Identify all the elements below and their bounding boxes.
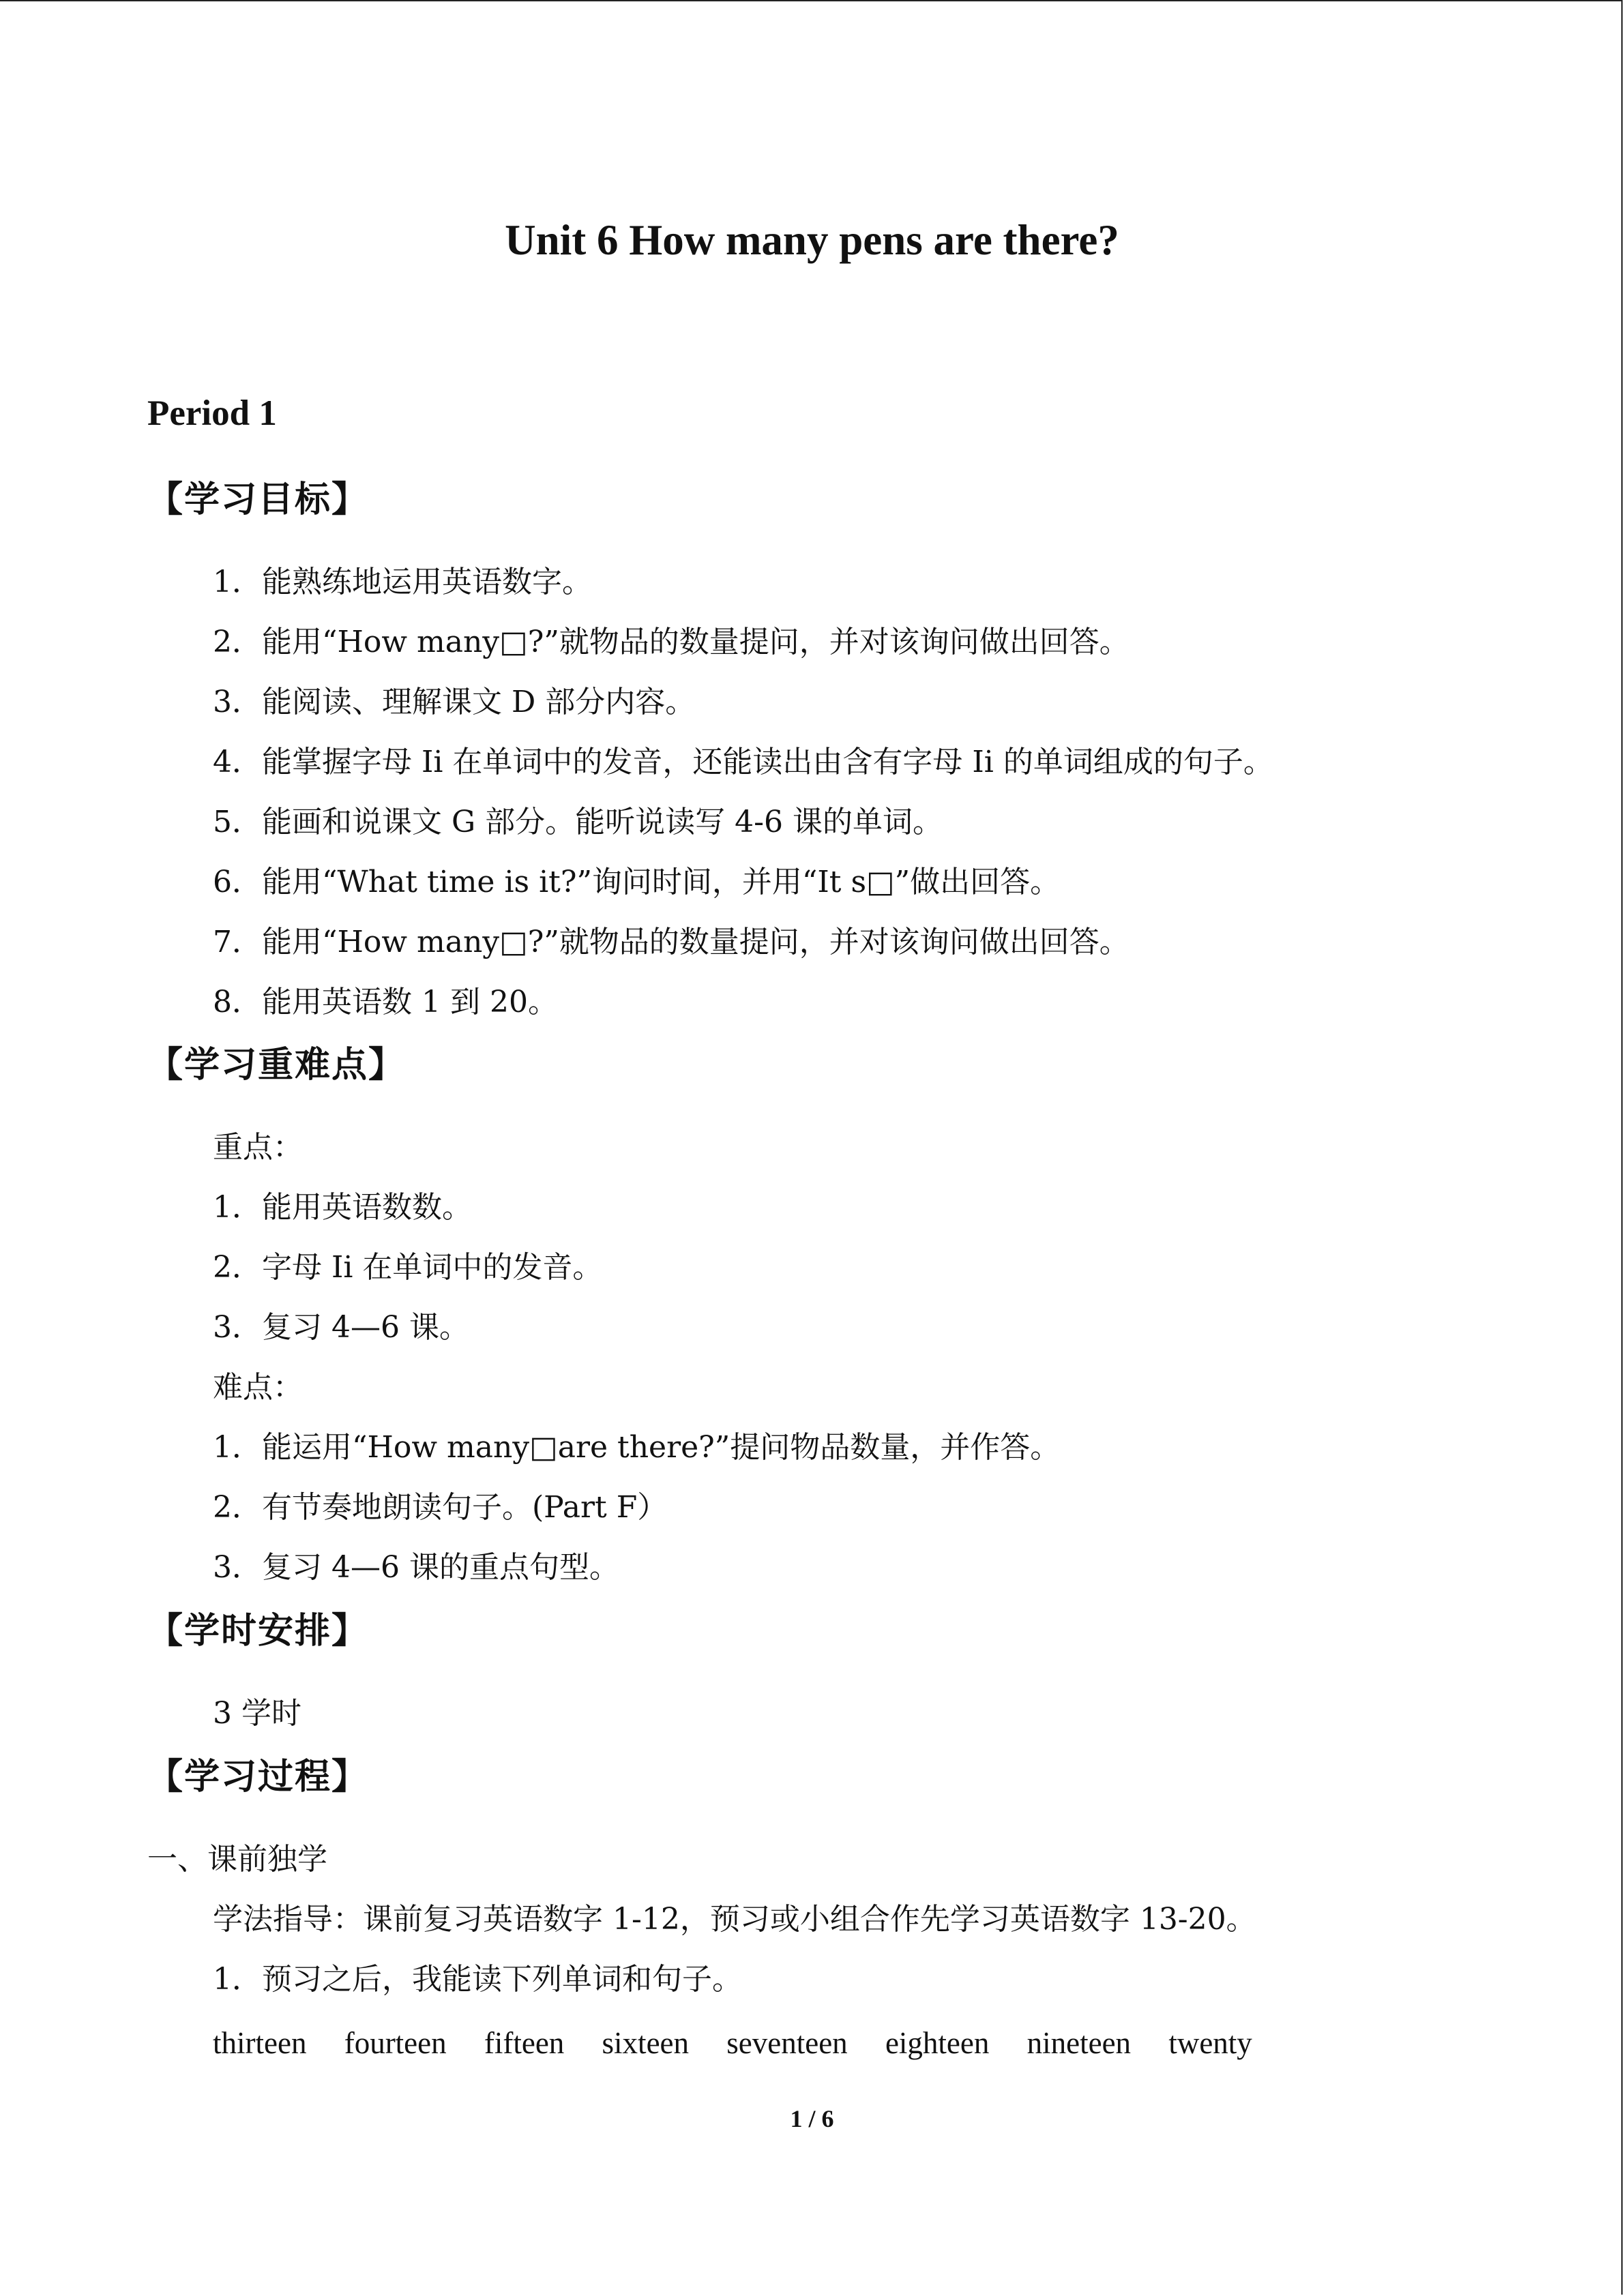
goal-item (213, 861, 1060, 904)
difficulty-item (213, 1426, 1060, 1470)
item-number: 1． (213, 1190, 262, 1225)
item-number: 2． (213, 1250, 262, 1285)
item-number: 2． (213, 625, 262, 659)
item-number: 3． (213, 685, 262, 719)
number-word: seventeen (726, 2026, 848, 2060)
step-item (213, 1958, 742, 2001)
goal-item (213, 561, 592, 604)
number-word: fourteen (344, 2026, 447, 2060)
item-text: 能用“How many□?”就物品的数量提问，并对该询问做出回答。 (262, 925, 1130, 959)
period-heading: Period 1 (147, 393, 277, 433)
item-number: 7． (213, 925, 262, 959)
item-number: 3． (213, 1550, 262, 1585)
item-text: 能画和说课文 G 部分。能听说读写 4-6 课的单词。 (262, 805, 943, 839)
item-number: 1． (213, 565, 262, 599)
item-text: 预习之后，我能读下列单词和句子。 (262, 1962, 742, 1997)
part-one-heading: 一、课前独学 (147, 1842, 327, 1877)
goal-item (213, 741, 1273, 784)
section-heading-goals: 【学习目标】 (147, 479, 369, 520)
item-text: 复习 4—6 课的重点句型。 (262, 1550, 619, 1585)
item-text: 能用“How many□?”就物品的数量提问，并对该询问做出回答。 (262, 625, 1130, 659)
goal-item (213, 981, 558, 1024)
section-heading-schedule: 【学时安排】 (147, 1611, 369, 1652)
schedule-text: 3 学时 (213, 1696, 301, 1731)
item-text: 字母 Ii 在单词中的发音。 (262, 1250, 603, 1285)
item-text: 能阅读、理解课文 D 部分内容。 (262, 685, 696, 719)
section-heading-key-points: 【学习重难点】 (147, 1045, 406, 1086)
document-title: Unit 6 How many pens are there? (505, 216, 1119, 264)
number-word: twenty (1168, 2026, 1252, 2060)
focus-label: 重点： (213, 1130, 303, 1165)
goal-item (213, 921, 1130, 964)
item-number: 2． (213, 1490, 262, 1525)
goal-item (213, 681, 695, 724)
study-guidance: 学法指导：课前复习英语数字 1-12，预习或小组合作先学习英语数字 13-20。 (213, 1902, 1256, 1937)
section-heading-process: 【学习过程】 (147, 1757, 369, 1798)
difficulty-item (213, 1486, 667, 1530)
item-text: 复习 4—6 课。 (262, 1310, 469, 1345)
goal-item (213, 801, 943, 844)
focus-item (213, 1246, 602, 1289)
number-words-row (213, 2021, 1282, 2065)
page-number: 1 / 6 (790, 2105, 834, 2132)
number-word: sixteen (602, 2026, 690, 2060)
number-word: fifteen (484, 2026, 565, 2060)
item-number: 4． (213, 745, 262, 779)
item-text: 能运用“How many□are there?”提问物品数量，并作答。 (262, 1430, 1061, 1465)
difficulty-item (213, 1546, 619, 1590)
number-word: thirteen (213, 2026, 307, 2060)
goal-item (213, 621, 1130, 664)
item-number: 1． (213, 1962, 262, 1997)
number-word: eighteen (885, 2026, 990, 2060)
item-text: 能用英语数数。 (262, 1190, 472, 1225)
item-text: 能用英语数 1 到 20。 (262, 985, 558, 1019)
item-number: 5． (213, 805, 262, 839)
item-text: 能用“What time is it?”询问时间，并用“It s□”做出回答。 (262, 865, 1061, 899)
item-number: 1． (213, 1430, 262, 1465)
item-number: 6． (213, 865, 262, 899)
difficulty-label: 难点： (213, 1370, 303, 1405)
item-number: 3． (213, 1310, 262, 1345)
item-text: 有节奏地朗读句子。(Part F） (262, 1490, 668, 1525)
focus-item (213, 1186, 472, 1229)
focus-item (213, 1306, 469, 1350)
number-word: nineteen (1027, 2026, 1132, 2060)
item-text: 能掌握字母 Ii 在单词中的发音，还能读出由含有字母 Ii 的单词组成的句子。 (262, 745, 1273, 779)
item-number: 8． (213, 985, 262, 1019)
item-text: 能熟练地运用英语数字。 (262, 565, 592, 599)
